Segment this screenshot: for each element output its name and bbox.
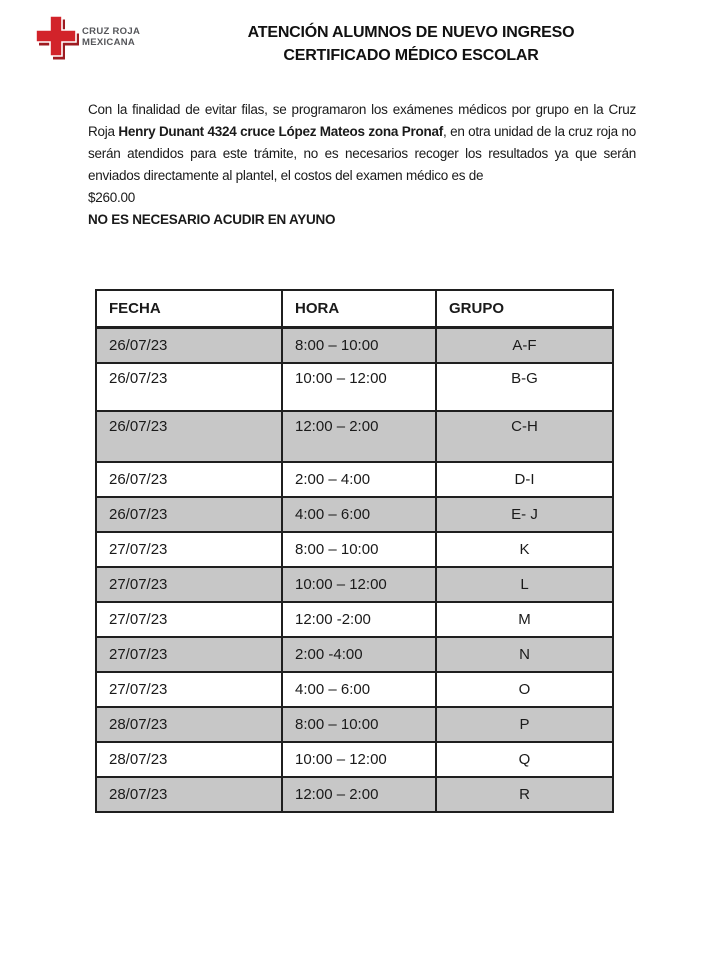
cell-grupo: K <box>436 532 613 567</box>
cell-hora: 10:00 – 12:00 <box>282 363 436 411</box>
table-row <box>96 363 613 411</box>
cell-grupo: E- J <box>436 497 613 532</box>
cell-fecha: 27/07/23 <box>96 567 282 602</box>
header-fecha: FECHA <box>96 290 282 327</box>
red-cross-icon <box>33 13 79 65</box>
table-header-row <box>96 290 613 327</box>
cell-fecha: 27/07/23 <box>96 672 282 707</box>
cell-fecha: 26/07/23 <box>96 327 282 363</box>
cell-fecha: 26/07/23 <box>96 497 282 532</box>
page-title <box>211 21 611 67</box>
logo-wordmark <box>82 27 140 48</box>
title-line2: CERTIFICADO MÉDICO ESCOLAR <box>283 47 539 64</box>
cell-hora: 2:00 – 4:00 <box>282 462 436 497</box>
cell-grupo: P <box>436 707 613 742</box>
table-row <box>96 567 613 602</box>
intro-text: , en otra unidad de la cruz roja no serán atendidos para este trámite, no es necesarios recoger los resultados ya que serán enviados directamente al plantel, el costos del examen médico es de <box>88 124 636 183</box>
table-row <box>96 497 613 532</box>
cell-grupo: R <box>436 777 613 812</box>
cell-hora: 8:00 – 10:00 <box>282 707 436 742</box>
table-row <box>96 532 613 567</box>
schedule-table <box>95 289 614 813</box>
cell-grupo: O <box>436 672 613 707</box>
cell-grupo: B-G <box>436 363 613 411</box>
header-hora: HORA <box>282 290 436 327</box>
cell-grupo: A-F <box>436 327 613 363</box>
cell-hora: 12:00 – 2:00 <box>282 411 436 462</box>
logo-line2: MEXICANA <box>82 36 136 48</box>
cell-hora: 12:00 -2:00 <box>282 602 436 637</box>
cell-fecha: 28/07/23 <box>96 707 282 742</box>
table-row <box>96 707 613 742</box>
cell-hora: 10:00 – 12:00 <box>282 742 436 777</box>
table-row <box>96 742 613 777</box>
cell-fecha: 28/07/23 <box>96 777 282 812</box>
intro-paragraph <box>88 99 636 187</box>
cell-hora: 2:00 -4:00 <box>282 637 436 672</box>
cruz-roja-logo <box>33 13 140 65</box>
table-row <box>96 777 613 812</box>
price-line: $260.00 <box>88 190 136 205</box>
cell-fecha: 28/07/23 <box>96 742 282 777</box>
header-grupo: GRUPO <box>436 290 613 327</box>
cell-hora: 12:00 – 2:00 <box>282 777 436 812</box>
intro-text: Con la finalidad de evitar filas, se programaron los exámenes médicos por grupo en la Cruz Roja <box>88 102 636 139</box>
cell-fecha: 27/07/23 <box>96 532 282 567</box>
cell-grupo: C-H <box>436 411 613 462</box>
intro-section <box>88 99 636 231</box>
cell-hora: 8:00 – 10:00 <box>282 532 436 567</box>
table-row <box>96 672 613 707</box>
cell-grupo: N <box>436 637 613 672</box>
cell-fecha: 27/07/23 <box>96 602 282 637</box>
cell-grupo: D-I <box>436 462 613 497</box>
cell-hora: 10:00 – 12:00 <box>282 567 436 602</box>
logo-line1: CRUZ ROJA <box>82 26 141 37</box>
cell-hora: 4:00 – 6:00 <box>282 672 436 707</box>
title-line1: ATENCIÓN ALUMNOS DE NUEVO INGRESO <box>247 24 575 41</box>
cell-grupo: M <box>436 602 613 637</box>
cell-fecha: 26/07/23 <box>96 462 282 497</box>
intro-text-bold: Henry Dunant 4324 cruce López Mateos zona Pronaf <box>118 124 443 139</box>
cell-fecha: 26/07/23 <box>96 411 282 462</box>
table-row <box>96 327 613 363</box>
table-row <box>96 637 613 672</box>
cell-fecha: 26/07/23 <box>96 363 282 411</box>
table-row <box>96 462 613 497</box>
cell-hora: 4:00 – 6:00 <box>282 497 436 532</box>
cell-grupo: Q <box>436 742 613 777</box>
table-row <box>96 602 613 637</box>
cell-grupo: L <box>436 567 613 602</box>
cell-fecha: 27/07/23 <box>96 637 282 672</box>
cell-hora: 8:00 – 10:00 <box>282 327 436 363</box>
table-row <box>96 411 613 462</box>
fasting-note: NO ES NECESARIO ACUDIR EN AYUNO <box>88 212 336 227</box>
